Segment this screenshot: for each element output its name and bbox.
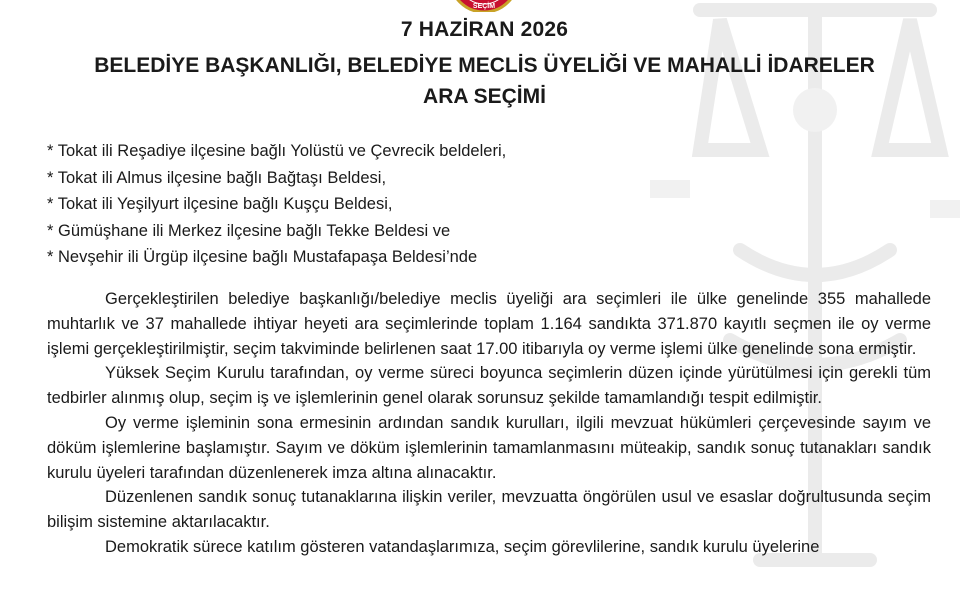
town-list-item: * Tokat ili Almus ilçesine bağlı Bağtaşı Beldesi, xyxy=(47,168,387,187)
town-list-item: * Gümüşhane ili Merkez ilçesine bağlı Tekke Beldesi ve xyxy=(47,221,451,240)
title-line-2: ARA SEÇİMİ xyxy=(423,85,546,108)
town-list-item: * Nevşehir ili Ürgüp ilçesine bağlı Mustafapaşa Beldesi’nde xyxy=(47,248,478,267)
body-paragraph: Gerçekleştirilen belediye başkanlığı/belediye meclis üyeliği ara seçimleri ile ülke genelinde 355 mahallede muhtarlık ve 37 mahallede ihtiyar heyeti ara seçimlerinde toplam 1.164 sandıkta 371.870 kayıtlı seçmen ile oy verme işlemi gerçekleştirilmiştir, seçim takviminde belirlenen saat 17.00 itibarıyla oy verme işlemi ülke genelinde sona ermiştir. xyxy=(47,290,931,358)
document-title xyxy=(0,50,969,112)
town-list-item: * Tokat ili Reşadiye ilçesine bağlı Yolüstü ve Çevrecik beldeleri, xyxy=(47,142,507,160)
body-paragraph: Oy verme işleminin sona ermesinin ardından sandık kurulları, ilgili mevzuat hükümleri çerçevesinde sayım ve döküm işlemlerine başlamıştır. Sayım ve döküm işlemlerinin tamamlanmasını müteakip, sandık sonuç tutanakları sandık kurulu üyeleri tarafından düzenlenerek imza altına alınacaktır. xyxy=(47,413,931,482)
body-paragraph: Yüksek Seçim Kurulu tarafından, oy verme süreci boyunca seçimlerin düzen içinde yürütülmesi için gerekli tüm tedbirler alınmış olup, seçim iş ve işlemlerinin genel olarak sorunsuz şekilde tamamlandığı tespit edilmiştir. xyxy=(47,364,931,408)
town-list xyxy=(47,138,927,271)
title-line-1: BELEDİYE BAŞKANLIĞI, BELEDİYE MECLİS ÜYELİĞİ VE MAHALLİ İDARELER xyxy=(94,54,875,77)
body-paragraph: Demokratik sürece katılım gösteren vatandaşlarımıza, seçim görevlilerine, sandık kurulu üyelerine xyxy=(105,537,820,556)
logo-text: SEÇİM xyxy=(472,3,496,10)
town-list-item: * Tokat ili Yeşilyurt ilçesine bağlı Kuşçu Beldesi, xyxy=(47,195,393,214)
body-paragraph: Düzenlenen sandık sonuç tutanaklarına ilişkin veriler, mevzuatta öngörülen usul ve esaslar doğrultusunda seçim bilişim sistemine aktarılacaktır. xyxy=(47,488,931,532)
document-body xyxy=(47,287,931,560)
document-date: 7 HAZİRAN 2026 xyxy=(400,18,569,41)
